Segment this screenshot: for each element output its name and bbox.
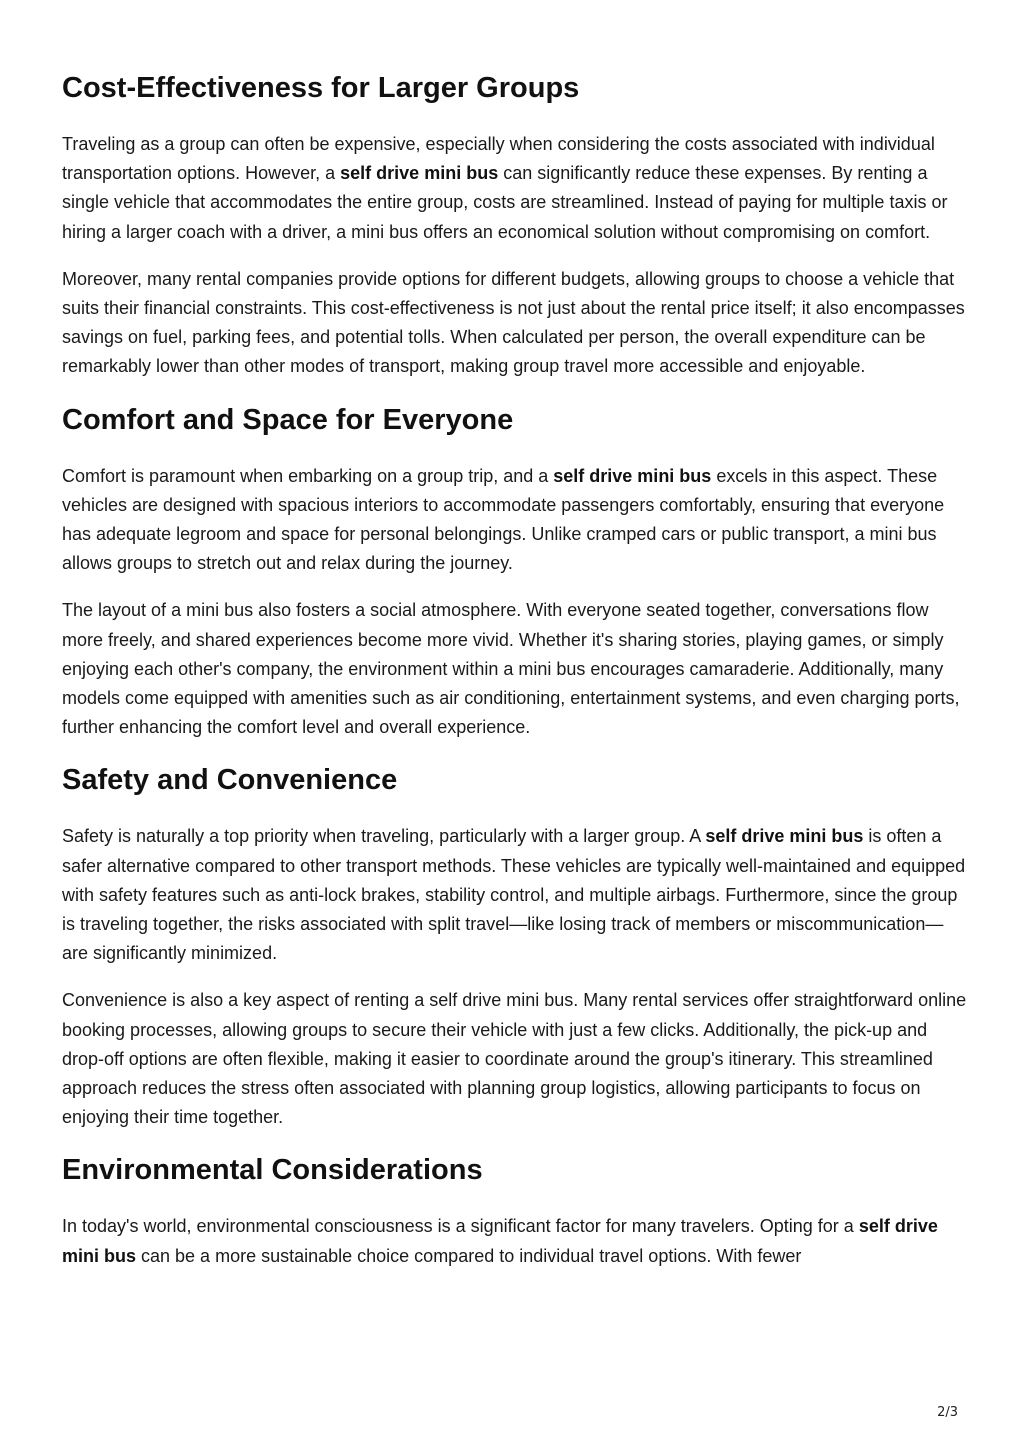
text-run: Comfort is paramount when embarking on a group trip, and a xyxy=(62,465,554,486)
section-heading: Comfort and Space for Everyone xyxy=(62,403,514,436)
bold-keyword: self drive mini bus xyxy=(553,465,712,486)
document-body xyxy=(62,68,968,1289)
bold-keyword: self drive mini bus xyxy=(705,826,864,847)
body-paragraph xyxy=(62,265,968,382)
text-run: Moreover, many rental companies provide options for different budgets, allowing groups to choose a vehicle that suits their financial constraints. This cost-effectiveness is not just about the rental price itself; it also encompasses savings on fuel, parking fees, and potential tolls. When calculated per person, the overall expenditure can be remarkably lower than other modes of transport, making group travel more accessible and enjoyable. xyxy=(62,268,965,377)
section-heading: Environmental Considerations xyxy=(62,1154,483,1187)
article-section xyxy=(62,760,968,1132)
bold-keyword: self drive mini bus xyxy=(62,1216,938,1266)
body-paragraph xyxy=(62,596,968,742)
body-paragraph xyxy=(62,1212,968,1270)
section-heading: Cost-Effectiveness for Larger Groups xyxy=(62,72,580,104)
section-heading: Safety and Convenience xyxy=(62,764,398,797)
text-run: In today's world, environmental consciousness is a significant factor for many travelers. Opting for a xyxy=(62,1216,859,1237)
page-number: 2/3 xyxy=(937,1405,958,1420)
article-section xyxy=(62,68,968,382)
article-section xyxy=(62,1150,968,1270)
text-run: can significantly reduce these expenses. By renting a single vehicle that accommodates the entire group, costs are streamlined. Instead of paying for multiple taxis or hiring a larger coach with a driver, a mini bus offers an economical solution without compromising on comfort. xyxy=(62,163,948,242)
text-run: is often a safer alternative compared to other transport methods. These vehicles are typically well-maintained and equipped with safety features such as anti-lock brakes, stability control, and multiple airbags. Furthermore, since the group is traveling together, the risks associated with split travel—like losing track of members or miscommunication—are significantly minimized. xyxy=(62,826,966,964)
text-run: Convenience is also a key aspect of renting a self drive mini bus. Many rental services offer straightforward online booking processes, allowing groups to secure their vehicle with just a few clicks. Additionally, the pick-up and drop-off options are often flexible, making it easier to coordinate around the group's itinerary. This streamlined approach reduces the stress often associated with planning group logistics, allowing participants to focus on enjoying their time together. xyxy=(62,990,967,1128)
text-run: The layout of a mini bus also fosters a social atmosphere. With everyone seated together, conversations flow more freely, and shared experiences become more vivid. Whether it's sharing stories, playing games, or simply enjoying each other's company, the environment within a mini bus encourages camaraderie. Additionally, many models come equipped with amenities such as air conditioning, entertainment systems, and even charging ports, further enhancing the comfort level and overall experience. xyxy=(62,600,960,738)
text-run: Safety is naturally a top priority when traveling, particularly with a larger group. A xyxy=(62,826,706,847)
body-paragraph xyxy=(62,462,968,579)
body-paragraph xyxy=(62,130,968,247)
body-paragraph xyxy=(62,822,968,968)
article-section xyxy=(62,400,968,743)
text-run: Traveling as a group can often be expensive, especially when considering the costs associated with individual transportation options. However, a xyxy=(62,134,935,184)
body-paragraph xyxy=(62,986,968,1132)
text-run: excels in this aspect. These vehicles are designed with spacious interiors to accommodate passengers comfortably, ensuring that everyone has adequate legroom and space for personal belongings. Unlike cramped cars or public transport, a mini bus allows groups to stretch out and relax during the journey. xyxy=(62,465,945,574)
text-run: can be a more sustainable choice compared to individual travel options. With fewer xyxy=(136,1245,802,1266)
bold-keyword: self drive mini bus xyxy=(340,163,499,184)
